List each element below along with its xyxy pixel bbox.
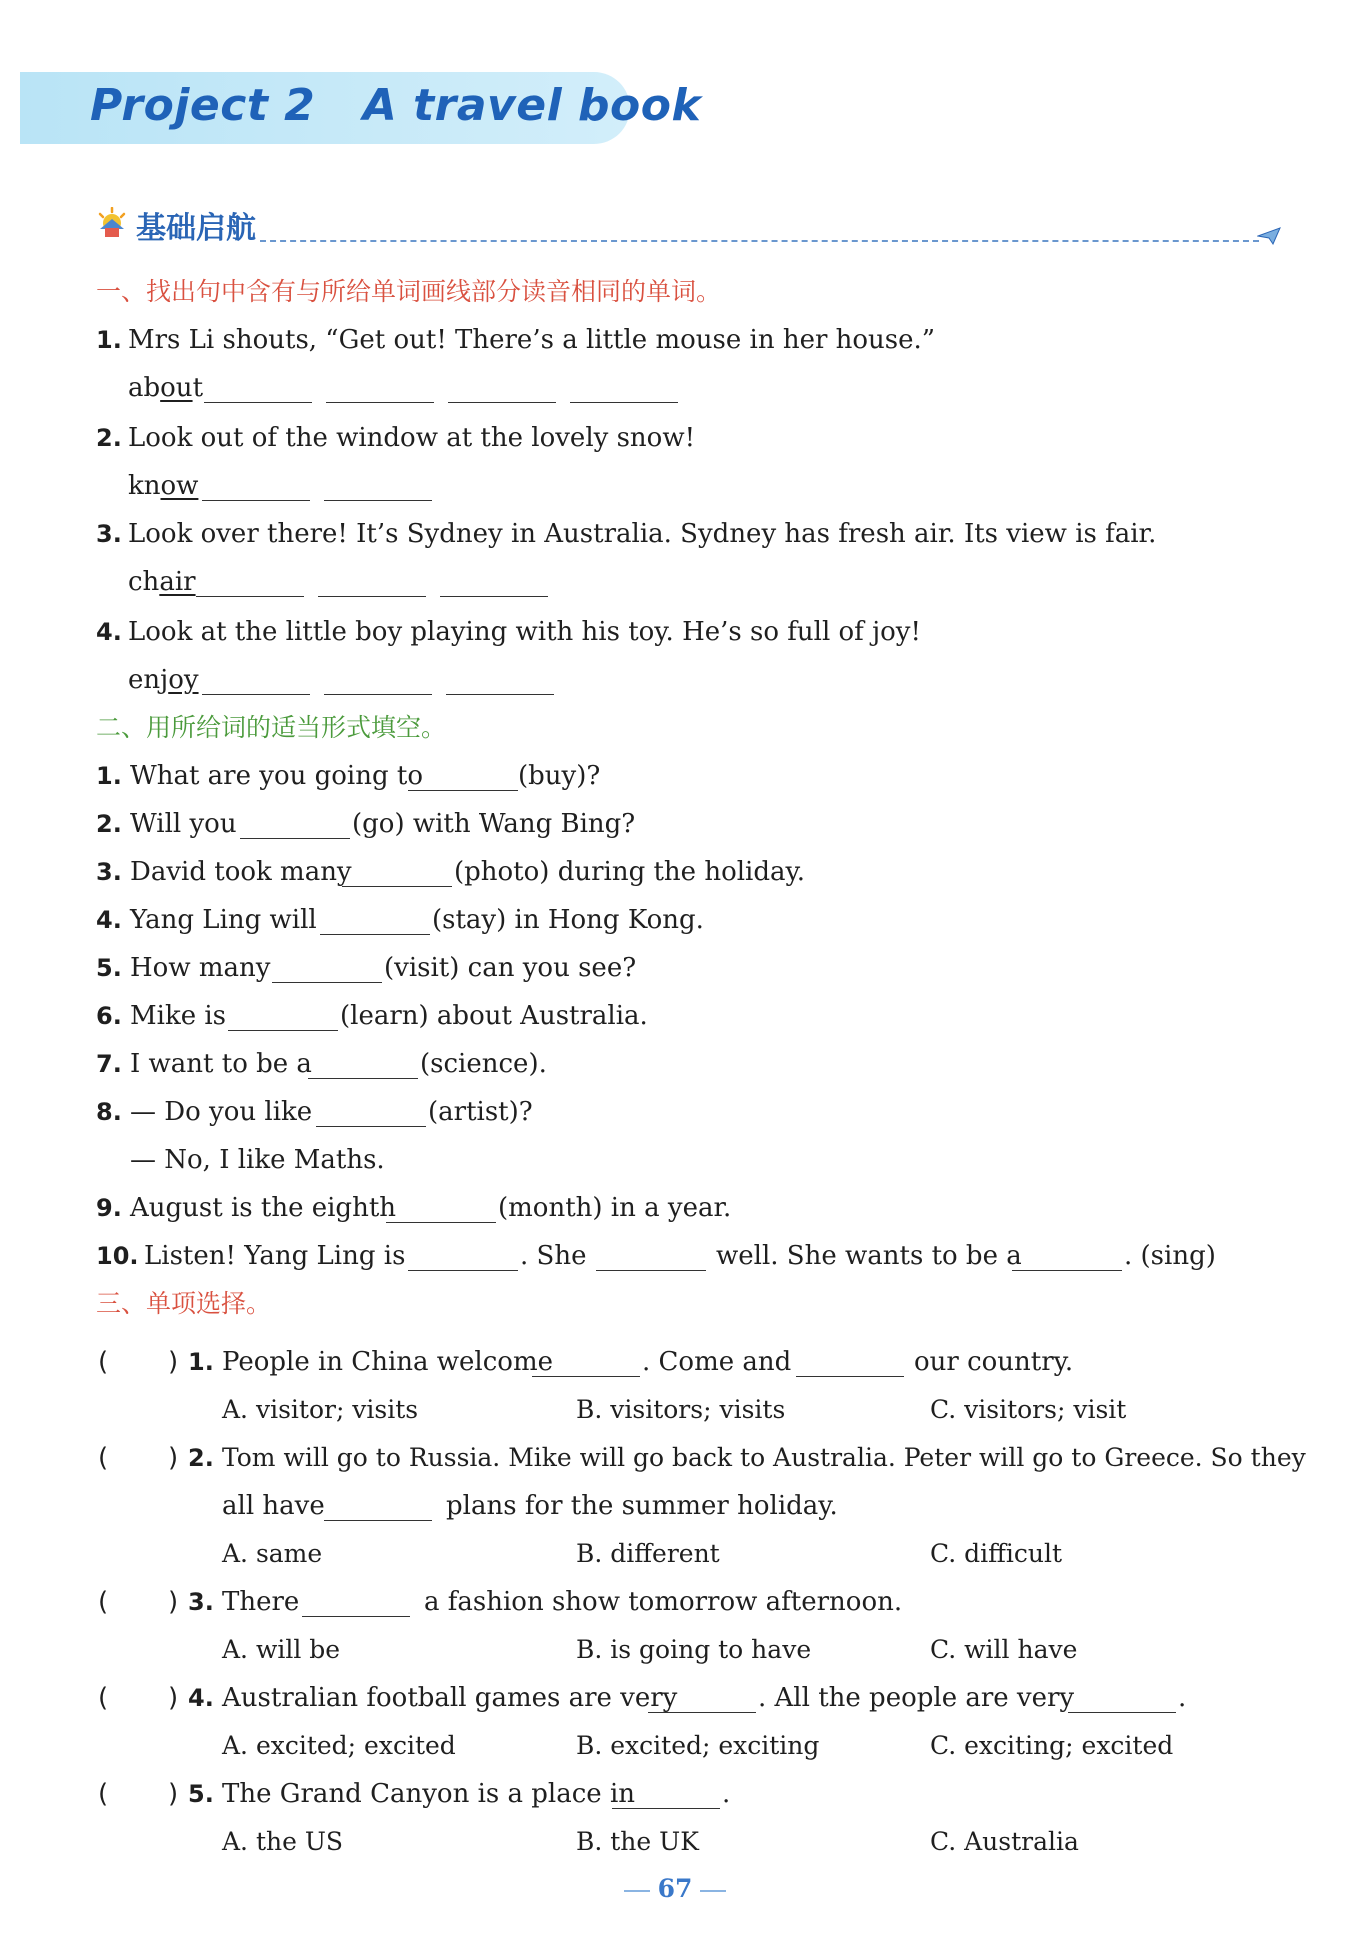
answer-blank[interactable] [240,808,350,839]
answer-paren-open[interactable]: ( [98,1779,109,1809]
answer-blank[interactable] [204,372,312,403]
question-sentence: Look over there! It’s Sydney in Australia. Sydney has fresh air. Its view is fair. [128,519,1157,549]
option-b[interactable]: B. excited; exciting [576,1731,820,1760]
target-word: chair [128,567,196,597]
answer-blank[interactable] [228,1000,338,1031]
answer-blank[interactable] [612,1778,720,1809]
part2-question [0,1232,1350,1280]
part2-question [0,1088,1350,1136]
part2-question [0,752,1350,800]
options-row [0,1386,1350,1434]
part1-heading: 一、找出句中含有与所给单词画线部分读音相同的单词。 [96,277,722,306]
question-sentence: Mrs Li shouts, “Get out! There’s a little mouse in her house.” [128,325,936,355]
question-text: August is the eighth [130,1193,397,1223]
section-header [96,203,1281,249]
question-text: Will you [130,809,237,839]
option-c[interactable]: C. visitors; visit [930,1395,1127,1424]
options-row [0,1818,1350,1866]
part1-answer-row [0,656,1350,704]
question-text: Listen! Yang Ling is [144,1241,406,1271]
answer-paren-open[interactable]: ( [98,1347,109,1377]
target-word: about [128,373,204,403]
house-sun-icon [96,207,128,239]
answer-paren-close[interactable]: ) [168,1347,179,1377]
question-number: 1. [188,1348,214,1376]
question-number: 6. [96,1002,122,1030]
answer-blank[interactable] [326,372,434,403]
section-divider [260,240,1259,242]
target-word: know [128,471,199,501]
question-sentence: Look out of the window at the lovely snow! [128,423,696,453]
question-text: (visit) can you see? [384,953,637,983]
option-a[interactable]: A. visitor; visits [222,1395,419,1424]
question-text: David took many [130,857,352,887]
answer-blank[interactable] [196,566,304,597]
question-text: The Grand Canyon is a place in [222,1779,636,1809]
question-number: 5. [96,954,122,982]
page-number-dash [624,1890,650,1892]
target-word: enjoy [128,665,199,695]
question-number: 4. [96,618,122,646]
answer-blank[interactable] [648,1682,756,1713]
question-text: . Come and [642,1347,792,1377]
answer-blank[interactable] [1012,1240,1122,1271]
part2-question [0,800,1350,848]
option-a[interactable]: A. the US [222,1827,344,1856]
answer-blank[interactable] [320,904,430,935]
answer-blank[interactable] [342,856,452,887]
part3-question [0,1674,1350,1722]
options-row [0,1530,1350,1578]
question-text: our country. [914,1347,1074,1377]
question-sentence: Look at the little boy playing with his toy. He’s so full of joy! [128,617,921,647]
option-b[interactable]: B. is going to have [576,1635,812,1664]
option-a[interactable]: A. same [222,1539,323,1568]
question-text: (go) with Wang Bing? [352,809,636,839]
answer-blank[interactable] [448,372,556,403]
question-text: People in China welcome [222,1347,553,1377]
part2-question [0,1184,1350,1232]
section-title: 基础启航 [136,211,256,246]
answer-blank[interactable] [1068,1682,1176,1713]
part3-question [0,1434,1350,1482]
question-number: 3. [96,520,122,548]
question-text: (buy)? [518,761,601,791]
question-number: 2. [96,810,122,838]
answer-blank[interactable] [324,664,432,695]
answer-paren-close[interactable]: ) [168,1779,179,1809]
question-number: 4. [188,1684,214,1712]
question-text: How many [130,953,271,983]
answer-blank[interactable] [796,1346,904,1377]
question-number: 2. [96,424,122,452]
question-text: Australian football games are very [222,1683,678,1713]
page-number-text: 67 [657,1874,693,1903]
question-text: (learn) about Australia. [340,1001,648,1031]
question-number: 7. [96,1050,122,1078]
question-text: (stay) in Hong Kong. [432,905,704,935]
question-text: (artist)? [428,1097,533,1127]
part1-answer-row [0,558,1350,606]
option-a[interactable]: A. excited; excited [222,1731,456,1760]
answer-blank[interactable] [570,372,678,403]
answer-blank[interactable] [596,1240,706,1271]
question-number: 3. [96,858,122,886]
question-text: all have [222,1491,325,1521]
question-text: There [222,1587,300,1617]
option-b[interactable]: B. the UK [576,1827,699,1856]
answer-blank[interactable] [324,470,432,501]
option-a[interactable]: A. will be [222,1635,341,1664]
answer-blank[interactable] [202,664,310,695]
part3-question [0,1770,1350,1818]
title-banner [20,72,702,144]
question-text: . All the people are very [758,1683,1075,1713]
answer-paren-close[interactable]: ) [168,1587,179,1617]
part3-heading: 三、单项选择。 [96,1289,272,1318]
question-number: 4. [96,906,122,934]
question-number: 1. [96,326,122,354]
answer-blank[interactable] [386,1192,496,1223]
question-text: a fashion show tomorrow afternoon. [424,1587,903,1617]
answer-paren-close[interactable]: ) [168,1683,179,1713]
page-title: Project 2 A travel book [90,80,702,131]
option-c[interactable]: C. Australia [930,1827,1079,1856]
part2-question [0,1040,1350,1088]
question-text: . She [520,1241,587,1271]
part3-heading-row [0,1280,1350,1328]
question-text: I want to be a [130,1049,312,1079]
question-text: Tom will go to Russia. Mike will go back to Australia. Peter will go to Greece. So they [222,1443,1306,1472]
part1-heading-row [0,268,1350,316]
option-c[interactable]: C. exciting; excited [930,1731,1174,1760]
question-text: Yang Ling will [130,905,317,935]
answer-blank[interactable] [308,1048,418,1079]
answer-blank[interactable] [440,566,548,597]
question-text: (science). [420,1049,547,1079]
question-text: . [722,1779,731,1809]
question-continuation [0,1482,1350,1530]
question-number: 5. [188,1780,214,1808]
part1-question [0,316,1350,364]
paper-plane-icon [1257,227,1281,245]
question-text: plans for the summer holiday. [446,1491,838,1521]
part2-question [0,992,1350,1040]
part1-question [0,510,1350,558]
question-text: What are you going to [130,761,423,791]
answer-paren-close[interactable]: ) [168,1443,179,1473]
question-text: — Do you like [130,1097,313,1127]
question-number: 3. [188,1588,214,1616]
part2-reply-row [0,1136,1350,1184]
question-number: 9. [96,1194,122,1222]
part2-question [0,848,1350,896]
option-c[interactable]: C. will have [930,1635,1078,1664]
question-text: well. She wants to be a [716,1241,1022,1271]
answer-paren-open[interactable]: ( [98,1587,109,1617]
part3-question [0,1338,1350,1386]
question-text: (month) in a year. [498,1193,732,1223]
answer-blank[interactable] [532,1346,640,1377]
answer-paren-open[interactable]: ( [98,1683,109,1713]
answer-blank[interactable] [446,664,554,695]
part2-heading: 二、用所给词的适当形式填空。 [96,713,447,742]
answer-blank[interactable] [408,1240,518,1271]
page-number-dash [700,1890,726,1892]
option-c[interactable]: C. difficult [930,1539,1063,1568]
question-reply: — No, I like Maths. [130,1145,385,1175]
question-number: 10. [96,1242,139,1270]
option-b[interactable]: B. visitors; visits [576,1395,786,1424]
answer-blank[interactable] [408,760,518,791]
part1-question [0,414,1350,462]
question-number: 8. [96,1098,122,1126]
part3-question [0,1578,1350,1626]
options-row [0,1722,1350,1770]
part1-answer-row [0,462,1350,510]
answer-paren-open[interactable]: ( [98,1443,109,1473]
answer-blank[interactable] [272,952,382,983]
page-number [0,1874,1350,1903]
options-row [0,1626,1350,1674]
answer-blank[interactable] [318,566,426,597]
question-text: . [1178,1683,1187,1713]
option-b[interactable]: B. different [576,1539,720,1568]
answer-blank[interactable] [202,470,310,501]
answer-blank[interactable] [316,1096,426,1127]
answer-blank[interactable] [302,1586,410,1617]
question-text: . (sing) [1124,1241,1216,1271]
question-number: 1. [96,762,122,790]
part2-question [0,944,1350,992]
part2-question [0,896,1350,944]
part1-question [0,608,1350,656]
part2-heading-row [0,704,1350,752]
question-text: Mike is [130,1001,227,1031]
question-text: (photo) during the holiday. [454,857,805,887]
part1-answer-row [0,364,1350,412]
answer-blank[interactable] [324,1490,432,1521]
question-number: 2. [188,1444,214,1472]
